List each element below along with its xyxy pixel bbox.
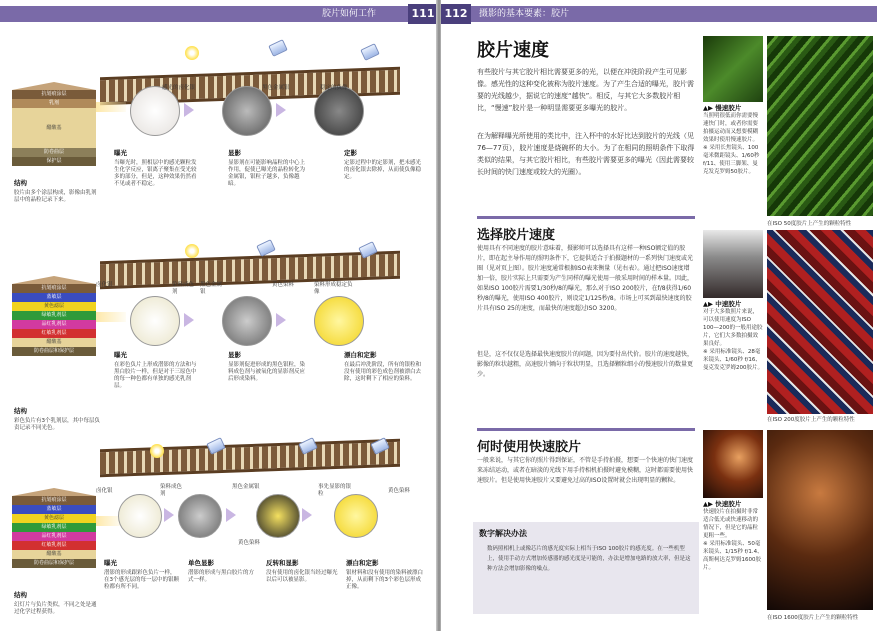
fix-text-1: 定影过程中的定影剂，把未感光的卤化银去除掉，从而使负像稳定。 — [344, 160, 422, 180]
layer-2-6: 红敏乳剂层 — [12, 329, 96, 338]
arrow-3a — [164, 508, 174, 522]
caption-medium — [703, 300, 763, 372]
exposure-title-1: 曝光 — [114, 149, 127, 157]
fix-circle-3 — [334, 494, 378, 538]
exposure-text-3: 潜影的形成跟彩色负片一样，在3个感光层的每一层中的银颗粒都有所不同。 — [104, 570, 180, 590]
caption-slow-tech: ※ 采用长焦镜头、100毫米微距镜头、1/60秒 f/11、使用三脚架、曼克发克罗姆50胶片。 — [703, 145, 760, 175]
layer-stack-3 — [12, 488, 96, 568]
layer-2-1: 抗划痕涂层 — [12, 284, 96, 293]
right-page-number: 112 — [441, 4, 471, 24]
exposure-text-1: 当曝光时，照相层中的感光颗粒发生化学反应，银离子聚集在受光较多的部分，但是，这种效果仍然看不见或者不稳定。 — [114, 160, 197, 187]
label-3c: 黑色金属银 — [232, 484, 260, 490]
intro-paragraph-2: 在为解释曝光所使用的类比中，注入杯中的水好比达到胶片的光线（见76—77页），胶片速度是烧碗杯的大小。为了在相同的照明条件下取得类似的结果，与其它胶片相比，有些胶片需要更多的曝光（因此需要较长时间的快门速度或较大的光圈）。 — [477, 132, 695, 176]
section1-text2: 但是，这不仅仅是选择最快速度胶片的问题，因为要付出代价。胶片的速度越快，影像的粒状越粗，高速胶片倾向于粒状明显，且选择颗粒细小的慢速胶片的数量更少。 — [477, 351, 694, 378]
caption-fast-text: 快速胶片在拍摄时非常适合低光或快速移动的情况下，但是它的晶粒更粗一些。 — [703, 509, 759, 539]
tip-box-text: 数码照相机上或像芯片的感光度实际上相当于ISO 100胶片的感光度。在一些机型上，使用手动方式增加传感器的感光度是可能的，办法是增加电路的放大率，但是这种方法会增加影像的噪点。 — [487, 546, 691, 572]
label-2b: 染料成色剂 — [172, 282, 195, 295]
fix-title-3: 漂白和定影 — [346, 559, 379, 567]
label-metal: 黑色金属银 — [262, 85, 290, 91]
layer-2-4: 绿敏乳剂层 — [12, 311, 96, 320]
caption-medium-text: 对于大多数照片来说，可以使用速度为ISO 100—200的一般用途胶片，它们大多数拍摄效果良好。 — [703, 309, 763, 347]
caption-fast-tech: ※ 采用标准镜头、50毫米镜头、1/15秒 f/1.4、高斯柯达克罗姆1600胶片。 — [703, 541, 763, 571]
label-crystal: 感光的卤化银 — [162, 85, 196, 91]
label-2c: 黑色金属银 — [200, 282, 223, 295]
film-strip-3 — [100, 439, 400, 477]
photo1-caption: 在ISO 50度胶片上产生的颗粒特性 — [767, 221, 852, 227]
section1-title: 选择胶片速度 — [477, 228, 556, 243]
layer-3-6: 红敏乳剂层 — [12, 541, 96, 550]
right-header-text: 摄影的基本要素：胶片 — [479, 9, 570, 19]
develop-title-3: 单色显影 — [188, 559, 214, 567]
fixer-bottle-icon — [360, 43, 380, 61]
caption-medium-title: ▲▶ 中速胶片 — [703, 300, 742, 308]
caption-fast — [703, 500, 763, 572]
label-stable: 稳定的负像 — [320, 85, 348, 91]
light-source-icon — [185, 46, 199, 60]
caption-medium-tech: ※ 采用标准镜头、28毫米镜头、1/60秒 f/16、曼克发克罗姆200胶片。 — [703, 349, 763, 371]
photo3-caption: 在ISO 1600度胶片上产生的颗粒特性 — [767, 615, 859, 621]
left-header — [0, 6, 408, 22]
layer-3-7: 醋酸基 — [12, 550, 96, 559]
arrow-3c — [302, 508, 312, 522]
develop-circle-2 — [222, 296, 272, 346]
stack-top-3 — [12, 488, 96, 496]
label-3f: 黄色染料 — [388, 488, 411, 494]
reverse-circle-3 — [256, 494, 300, 538]
crystal-circle-1 — [130, 86, 180, 136]
tip-box — [473, 522, 699, 614]
stack-top-1 — [12, 82, 96, 90]
fix-text-3: 银材料和没有使用的染料被漂白掉，从而剩下的3个彩色层形成正像。 — [346, 570, 424, 590]
photo-medium-large — [767, 230, 873, 414]
layer-2-7: 醋酸基 — [12, 338, 96, 347]
arrow-1b — [276, 103, 286, 117]
develop-text-2: 显影剂促进形成的黑色银粒，染料成色剂与被氧化的显影剂反应后形成染料。 — [228, 362, 306, 382]
fix-title-2: 漂白和定影 — [344, 351, 377, 359]
photo-fast-small — [703, 430, 763, 498]
develop-text-3: 潜影的形成与黑白胶片的方式一样。 — [188, 570, 255, 583]
fix-circle-1 — [314, 86, 364, 136]
develop-title-2: 显影 — [228, 351, 241, 359]
caption-slow-text: 当照明很低而你需要慢速快门时，或者你需要拍摄运动而又想要模糊效果时使用慢速胶片。 — [703, 113, 759, 143]
layer-3-8: 防卷曲层和保护层 — [12, 559, 96, 568]
left-page — [0, 0, 438, 631]
struct-title-1: 结构 — [14, 179, 27, 187]
develop-title-1: 显影 — [228, 149, 241, 157]
section2-title: 何时使用快速胶片 — [477, 440, 582, 455]
photo-slow-small — [703, 36, 763, 102]
reverse-text-3: 没有使用的卤化银当经过曝光以后可以被显影。 — [266, 570, 338, 583]
layer-1-4: 防卷曲层 — [12, 148, 96, 157]
arrow-3b — [226, 508, 236, 522]
layer-stack-2 — [12, 276, 96, 356]
layer-2-5: 品红乳剂层 — [12, 320, 96, 329]
label-2a: 卤化银 — [96, 282, 113, 288]
layer-3-4: 绿敏乳剂层 — [12, 523, 96, 532]
label-3b: 染料成色剂 — [160, 484, 183, 497]
photo-fast-large — [767, 430, 873, 610]
struct-title-3: 结构 — [14, 591, 27, 599]
page-title: 胶片速度 — [477, 40, 549, 61]
section1-text: 使用具有不同速度的胶片意味着，摄影师可以选择具有这样一种ISO额定值的胶片，即在起主导作用的照明条件下，它提供适合于拍摄题材的一系列快门速度或光圈（见对页上图）。胶片速度通常根据ISO表来衡量（见右表）。通过把ISO速度增加一倍，胶片实际上只需要为产生同样的曝光使用一般采用时间的样本量。因此，如果ISO 100胶片需要1/30秒/8的曝光，那么对于ISO 200胶片，在f/8获得1/60秒/8的曝光，使用ISO 400胶片，则设定1/125秒/8。市场上可买到最快速度的胶片具有ISO 25的速度，而最快的速度超过ISO 3200。 — [477, 245, 694, 312]
label-3e: 事先显影的银粒 — [318, 484, 352, 497]
layer-stack-1 — [12, 82, 96, 166]
mono-circle-3 — [178, 494, 222, 538]
label-2e: 染料形成稳定负像 — [314, 282, 353, 295]
label-2d: 黄色染料 — [272, 282, 295, 288]
struct-text-2: 彩色负片有3个乳剂层，其中每层负责记录不同光色。 — [14, 418, 101, 431]
layer-2-3: 黄色滤层 — [12, 302, 96, 311]
fix-text-2: 在最后冲洗阶段，所有的银粒和没有使用的彩色成色剂被漂白去除，这时剩下了相应的染料。 — [344, 362, 422, 382]
exposure-title-2: 曝光 — [114, 351, 127, 359]
arrow-2b — [276, 313, 286, 327]
tip-box-title: 数字解决办法 — [479, 529, 527, 538]
photo2-caption: 在ISO 200度胶片上产生的颗粒特性 — [767, 417, 855, 423]
left-header-text: 胶片如何工作 — [321, 9, 376, 19]
label-3a: 卤化银 — [96, 488, 113, 494]
caption-slow-title: ▲▶ 慢速胶片 — [703, 104, 742, 112]
left-page-number: 111 — [408, 4, 438, 24]
section2-text: 一般来说，与其它你的照片得到保证，不管是手持拍摄，想要一个快速的快门速度来冻结运动，或者在暗淡的光线下用手持相机拍摄时避免模糊，这时都需要使用快速胶片。但是使用快速胶片又要避免过高的ISO设置时就会出现明显的颗粒。 — [477, 457, 694, 484]
layer-2-2: 蓝敏层 — [12, 293, 96, 302]
right-header — [471, 6, 877, 22]
arrow-2a — [184, 313, 194, 327]
struct-text-1: 胶片由多个涂层构成，影像由乳剂层中的晶粒记录下来。 — [14, 190, 97, 203]
light-source-icon-2 — [185, 244, 199, 258]
intro-paragraph-1: 有些胶片与其它胶片相比需要更多的光，以便在冲洗阶段产生可见影像。感光性的这种变化被称为胶片速度。为了产生合适的曝光，胶片需要的光线越少，据说它的速度“越快”。相反，与其它大多数胶片相比，“慢速”胶片是一种明显需要更多曝光的胶片。 — [477, 68, 694, 112]
photo-medium-small — [703, 230, 763, 298]
layer-3-3: 黄色滤层 — [12, 514, 96, 523]
caption-slow — [703, 104, 763, 176]
exposure-text-2: 在彩色负片上形成潜影的方法和与黑白胶片一样，但是对于三原色中的每一种色都有单独的感光乳剂层。 — [114, 362, 197, 389]
light-beam-1 — [96, 102, 126, 112]
stack-top-2 — [12, 276, 96, 284]
struct-text-3: 幻灯片与负片类似，不同之处是通过化学过程获得。 — [14, 602, 97, 615]
label-3d: 黄色染料 — [238, 540, 261, 546]
arrow-1a — [184, 103, 194, 117]
struct-title-2: 结构 — [14, 407, 27, 415]
fix-circle-2 — [314, 296, 364, 346]
light-source-icon-3 — [150, 444, 164, 458]
layer-3-1: 抗划痕涂层 — [12, 496, 96, 505]
caption-fast-title: ▲▶ 快速胶片 — [703, 500, 742, 508]
section-rule-2 — [477, 428, 695, 431]
layer-1-2: 乳剂 — [12, 99, 96, 108]
section-rule-1 — [477, 216, 695, 219]
layer-1-3: 醋酸基 — [12, 108, 96, 148]
layer-3-2: 蓝敏层 — [12, 505, 96, 514]
develop-text-1: 显影剂在可能影响晶粒的中心上作用，促使已曝光的晶粒转化为金属银，银粒子越多，负像越暗。 — [228, 160, 306, 187]
layer-1-1: 抗划痕涂层 — [12, 90, 96, 99]
layer-3-5: 品红乳剂层 — [12, 532, 96, 541]
reverse-title-3: 反转和显影 — [266, 559, 299, 567]
developer-bottle-icon — [268, 39, 288, 57]
crystal-circle-3 — [118, 494, 162, 538]
layer-1-5: 保护层 — [12, 157, 96, 166]
light-beam-2 — [96, 312, 126, 322]
develop-circle-1 — [222, 86, 272, 136]
fix-title-1: 定影 — [344, 149, 357, 157]
photo-slow-large — [767, 36, 873, 216]
film-strip-2 — [100, 251, 400, 289]
exposure-title-3: 曝光 — [104, 559, 117, 567]
right-page — [441, 0, 877, 631]
crystal-circle-2 — [130, 296, 180, 346]
layer-2-8: 防卷曲层和保护层 — [12, 347, 96, 356]
